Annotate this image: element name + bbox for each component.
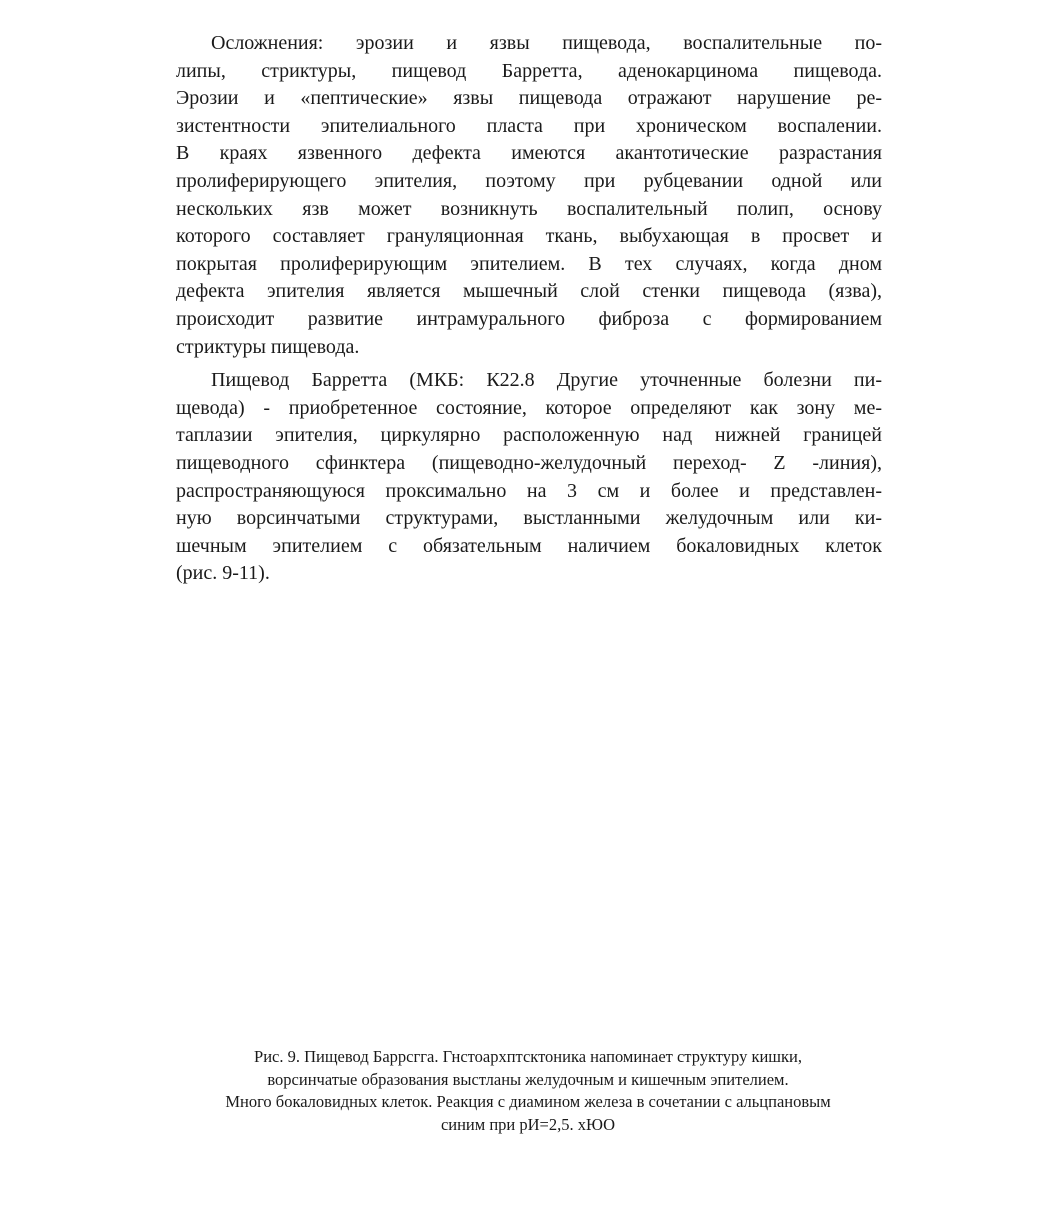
text-line: Пищевод Барретта (МКБ: К22.8 Другие уточненные болезни пи- xyxy=(211,369,882,392)
text-line: происходит развитие интрамурального фиброза с формированием xyxy=(176,307,882,330)
text-line: зистентности эпителиального пласта при хроническом воспалении. xyxy=(176,114,882,137)
text-line: Осложнения: эрозии и язвы пищевода, воспалительные по- xyxy=(211,32,882,54)
text-line: покрытая пролиферирующим эпителием. В тех случаях, когда дном xyxy=(176,252,882,275)
paragraph-barrett xyxy=(176,367,882,588)
caption-line: синим при рИ=2,5. хЮО xyxy=(440,1114,616,1134)
text-line: шечным эпителием с обязательным наличием бокаловидных клеток xyxy=(176,534,882,557)
text-line: щевода) - приобретенное состояние, которое определяют как зону ме- xyxy=(176,396,882,419)
text-line: пролиферирующего эпителия, поэтому при рубцевании одной или xyxy=(176,169,882,192)
text-line: (рис. 9-11). xyxy=(176,562,270,585)
body-text xyxy=(176,30,882,588)
caption-line: Много бокаловидных клеток. Реакция с диамином железа в сочетании с альцпановым xyxy=(225,1092,831,1111)
text-line: Эрозии и «пептические» язвы пищевода отражают нарушение ре- xyxy=(176,87,882,110)
text-line: которого составляет грануляционная ткань, выбухающая в просвет и xyxy=(176,225,882,248)
text-line: пищеводного сфинктера (пищеводно-желудочный переход- Z -линия), xyxy=(176,451,882,474)
text-line: ную ворсинчатыми структурами, выстланными желудочным или ки- xyxy=(176,507,882,530)
figure-caption xyxy=(150,1046,906,1136)
text-line: В краях язвенного дефекта имеются акантотические разрастания xyxy=(176,142,882,165)
text-line: распространяющуюся проксимально на 3 см и более и представлен- xyxy=(176,479,882,502)
paragraph-complications xyxy=(176,30,882,361)
text-line: дефекта эпителия является мышечный слой стенки пищевода (язва), xyxy=(176,280,882,303)
text-line: липы, стриктуры, пищевод Барретта, аденокарцинома пищевода. xyxy=(176,59,882,82)
caption-line: ворсинчатые образования выстланы желудочным и кишечным эпителием. xyxy=(267,1069,789,1089)
text-line: нескольких язв может возникнуть воспалительный полип, основу xyxy=(176,197,882,220)
text-line: таплазии эпителия, циркулярно расположенную над нижней границей xyxy=(176,424,882,447)
caption-line: Рис. 9. Пищевод Баррсгга. Гнстоархптсктоника напоминает структуру кишки, xyxy=(254,1047,802,1066)
text-line: стриктуры пищевода. xyxy=(176,335,360,358)
